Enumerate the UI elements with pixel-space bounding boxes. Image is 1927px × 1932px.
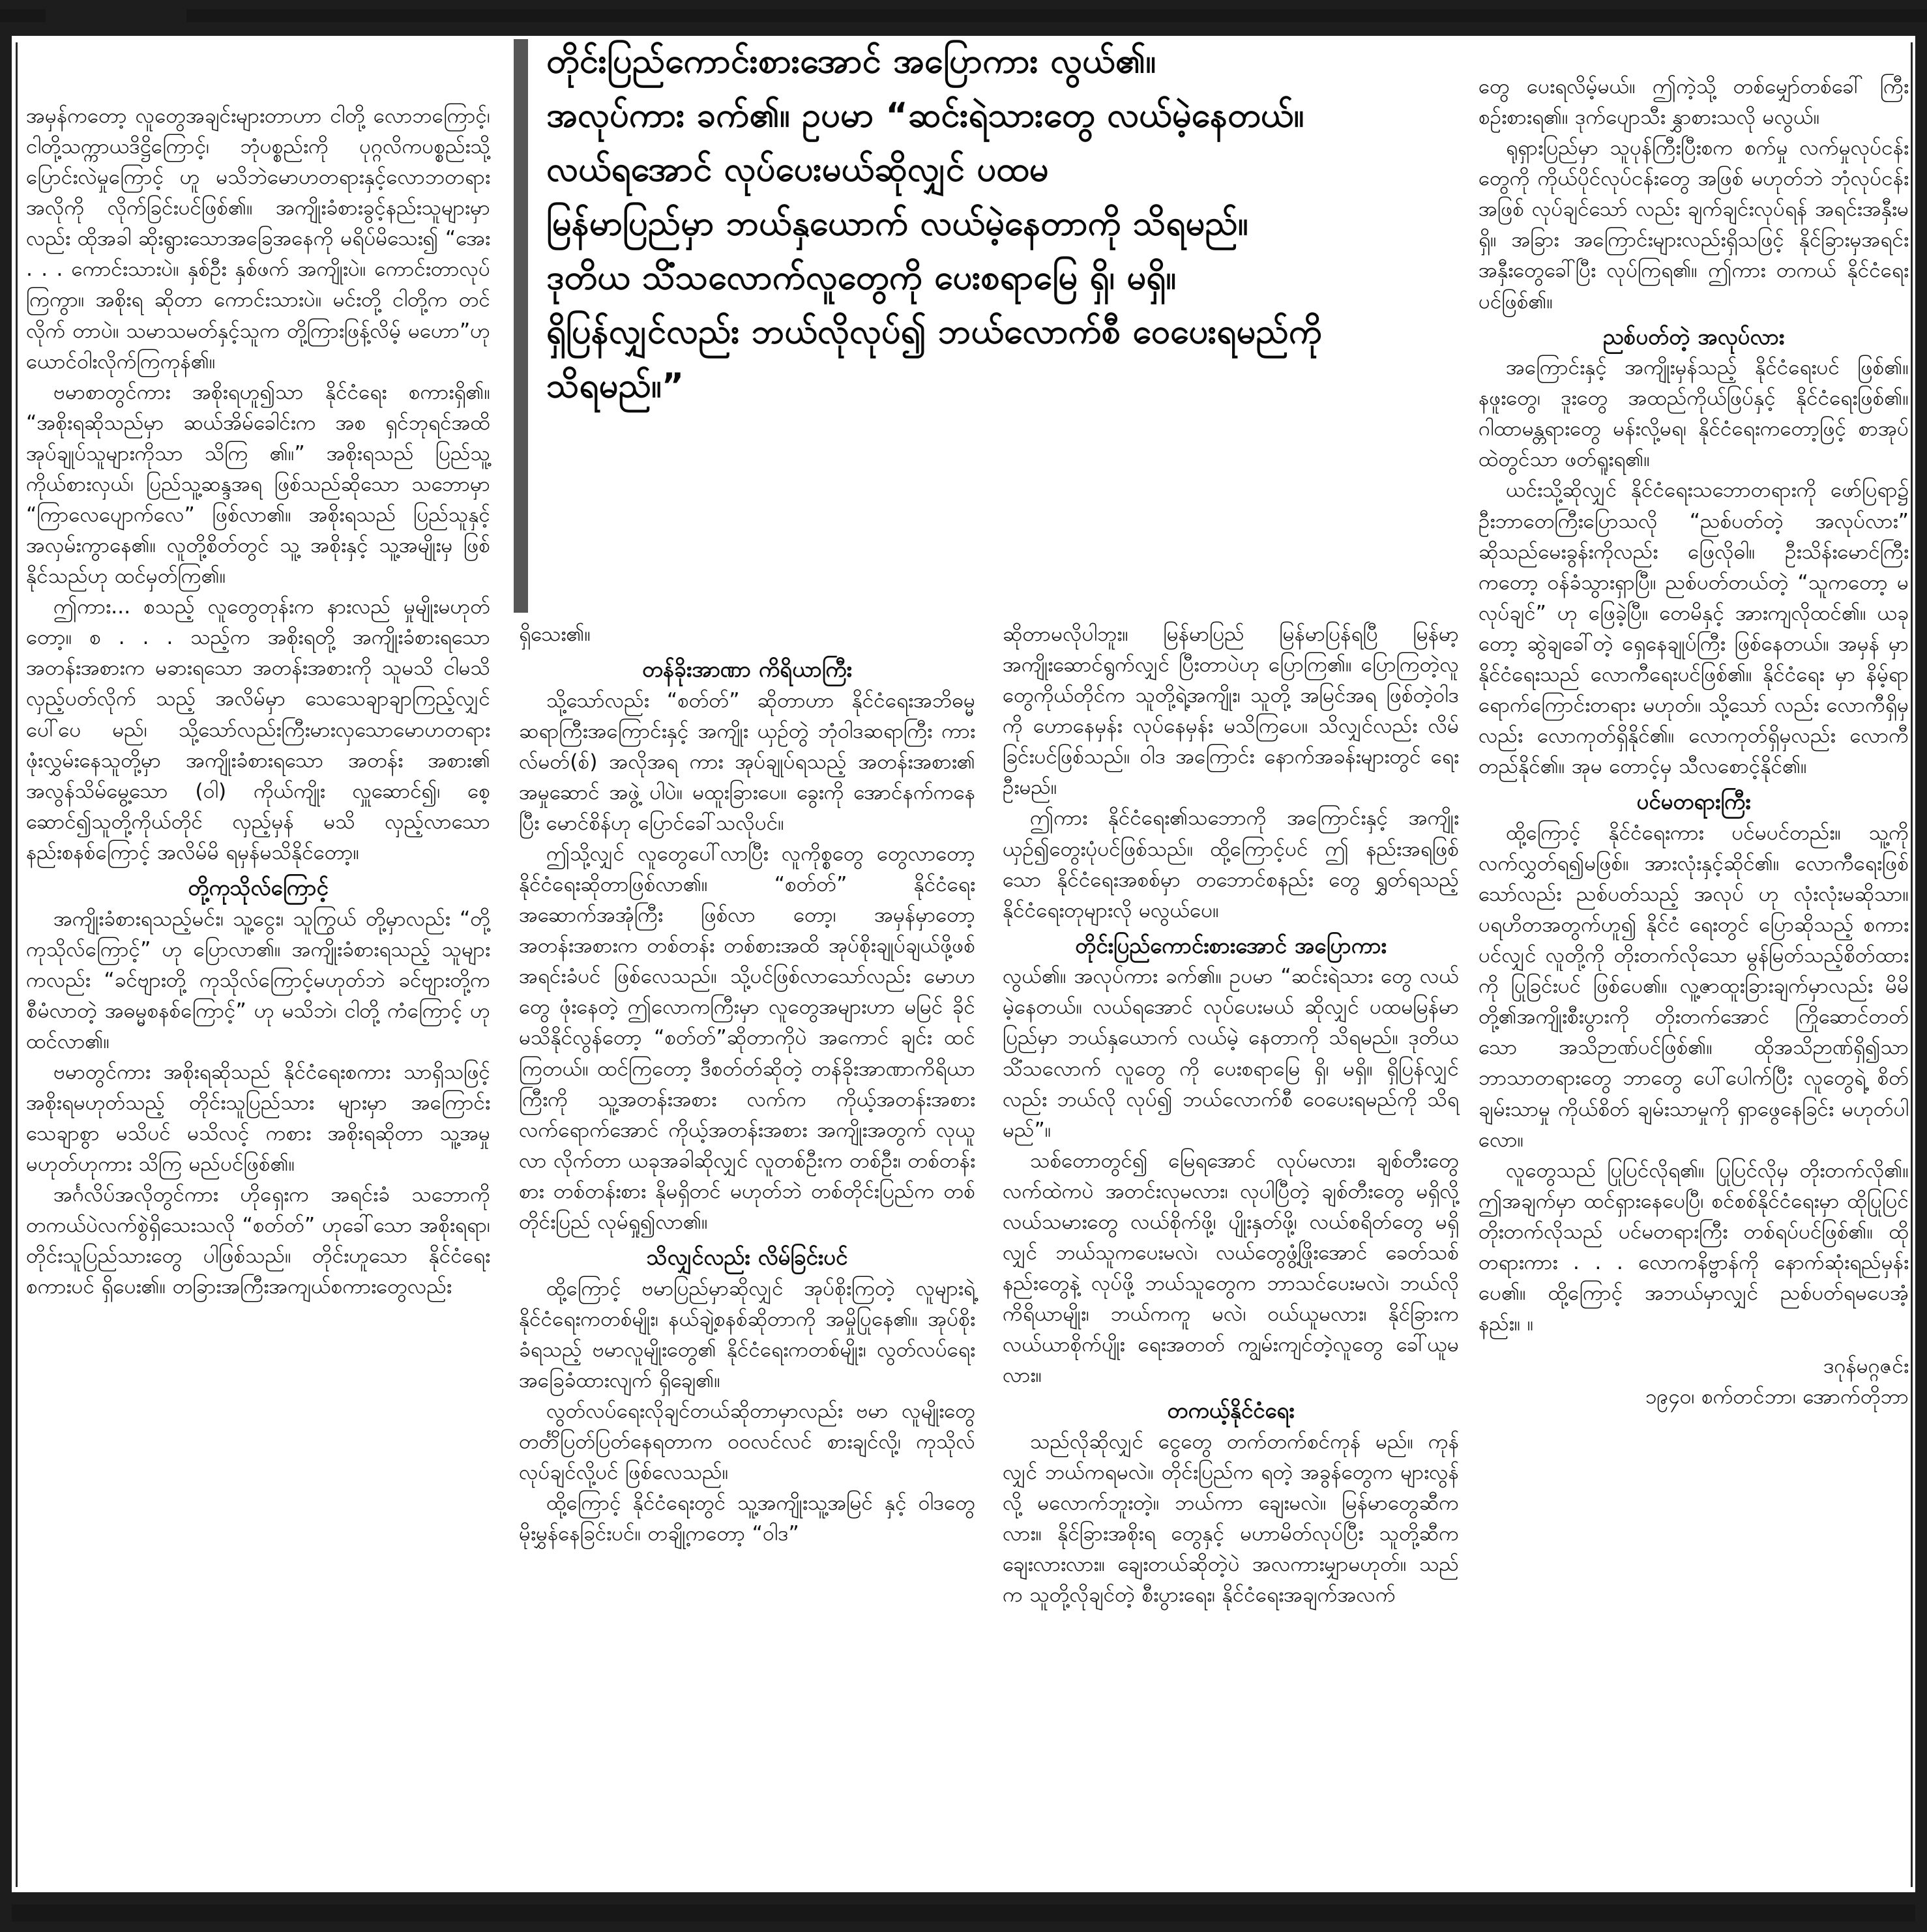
body-paragraph: အကျိုးခံစားရသည့်မင်း၊ သူ့ငွေး၊ သူကြွယ် တို့မှာလည်း “တို့ကုသိုလ်ကြောင့်” ဟု ပြောလာ၏။ အကျိုးခံစားရသည့် သူများကလည်း “ခင်ဗျားတို့ ကုသိုလ်ကြောင့်မဟုတ်ဘဲ ခင်ဗျားတို့က စီမံလာတဲ့ အဓမ္မစနစ်ကြောင့်” ဟု မသိဘဲ၊ ငါတို့ ကံကြောင့် ဟု ထင်လာ၏။ [26,907,490,1053]
body-paragraph: လူတွေသည် ပြုပြင်လိုရ၏။ ပြုပြင်လိုမှ တိုးတက်လို၏။ ဤအချက်မှာ ထင်ရှားနေပေပြီ၊ စင်စစ်နိုင်ငံရေးမှာ ထိုပြုပြင်တိုးတက်လိုသည် ပင်မတရားကြီး တစ်ရပ်ပင်ဖြစ်၏။ ထိုတရားကား . . . လောကနိဗ္ဗာန်ကို နောက်ဆုံးရည်မှန်းပေ၏။ ထို့ကြောင့် အဘယ်မှာလျှင် ညစ်ပတ်ရမပေအံ့ နည်း။ ။ [1478,1158,1909,1336]
body-paragraph: သည်လိုဆိုလျှင် ငွေတွေ တက်တက်စင်ကုန် မည်။ ကုန်လျှင် ဘယ်ကရမလဲ။ တိုင်းပြည်က ရတဲ့ အခွန်တွေက များလွန်လို့ မလောက်ဘူးတဲ့။ ဘယ်ကာ ချေးမလဲ။ မြန်မာတွေဆီကလား။ နိုင်ခြားအစိုးရ တွေနှင့် မဟာမိတ်လုပ်ပြီး သူတို့ဆီက ချေးလားလား။ ချေးတယ်ဆိုတဲ့ပဲ အလကားမျှာမဟုတ်။ သည်က သူတို့လိုချင်တဲ့ စီးပွားရေး၊ နိုင်ငံရေးအချက်အလက် [1003,1429,1459,1607]
body-paragraph: ဗမာတွင်ကား အစိုးရဆိုသည် နိုင်ငံရေးစကား သာရှိသဖြင့် အစိုးရမဟုတ်သည့် တိုင်းသူပြည်သား များမှာ အကြောင်းသေချာစွာ မသိပင် မသိလင့် ကစား အစိုးရဆိုတာ သူ့အမှုမဟုတ်ဟုကား သိကြ မည်ပင်ဖြစ်၏။ [26,1060,490,1177]
text-column-2 [519,619,975,1887]
body-paragraph: ထို့ကြောင့် နိုင်ငံရေးကား ပင်မပင်တည်း။ သူ့ကို လက်လွှတ်ရ၍မဖြစ်။ အားလုံးနှင့်ဆိုင်၏။ လောကီရေးဖြစ်သော်လည်း ညစ်ပတ်သည့် အလုပ် ဟု လုံးလုံးမဆိုသာ။ ပရဟိတအတွက်ဟူ၍ နိုင်ငံ ရေးတွင် ပြောဆိုသည့် စကားပင်လျှင် လူတို့ကို တိုးတက်လိုသော မွန်မြတ်သည့်စိတ်ထားကို ပြုခြင်းပင် ဖြစ်ပေ၏။ လူ့ဇာထူးခြားချက်မှာလည်း မိမိတို့၏အကျိုးစီးပွားကို တိုးတက်အောင် ကြိုဆောင်တတ်သော အသိဉာဏ်ပင်ဖြစ်၏။ ထိုအသိဉာဏ်ရှိ၍သာ ဘာသာတရားတွေ ဘာတွေ ပေါ်ပေါက်ပြီး လူတွေရဲ့ စိတ်ချမ်းသာမှု ကိုယ်စိတ် ချမ်းသာမှုကို ရှာဖွေနေခြင်း မဟုတ်ပါလော။ [1478,821,1909,1152]
pull-quote-line: ဒုတိယ သိံသလောက်လူတွေကို ပေးစရာမြေ ရှိ၊ မရှိ။ [546,258,1177,298]
signature-author: ဒဂုန်မဂ္ဂဇင်း [1823,1354,1909,1379]
body-paragraph: သို့သော်လည်း “စတ်တ်” ဆိုတာဟာ နိုင်ငံရေးအဘိဓမ္မဆရာကြီးအကြောင်းနှင့် အကျိုး ယှဉ်တွဲ ဘုံဝါဒဆရာကြီး ကားလ်မတ်(စ်) အလိုအရ ကား အုပ်ချုပ်ရသည့် အတန်းအစား၏ အမှုဆောင် အဖွဲ့ ပါပဲ။ မထူးခြားပေ။ ခွေးကို အောင်နက်ကနေပြီး မောင်စိန်ဟု ပြောင်ခေါ်သလိုပင်။ [519,688,975,835]
body-paragraph: သစ်တောတွင်၍ မြေရအောင် လုပ်မလား၊ ချစ်တီးတွေ လက်ထဲကပဲ အတင်းလုမလား၊ လုပါပြီတဲ့ ချစ်တီးတွေ မရှိလို့ လယ်သမားတွေ လယ်စိုက်ဖို့၊ ပျိုးနှတ်ဖို့၊ လယ်စရိတ်တွေ မရှိလျှင် ဘယ်သူကပေးမလဲ၊ လယ်တွေဖွံ့ဖြိုးအောင် ခေတ်သစ်နည်းတွေနဲ့ လုပ်ဖို့ ဘယ်သူတွေက ဘာသင်ပေးမလဲ၊ ဘယ်လိုကိရိယာမျိုး၊ ဘယ်ကကူ မလဲ၊ ဝယ်ယူမလား၊ နိုင်ခြားက လယ်ယာစိုက်ပျိုး ရေးအတတ် ကျွမ်းကျင်တဲ့လူတွေ ခေါ်ယူမလား။ [1003,1149,1459,1388]
section-heading: တိုင်းပြည်ကောင်းစားအောင် အပြောကား [1075,932,1387,958]
signature-block [1478,1351,1909,1413]
body-paragraph: လွတ်လပ်ရေးလိုချင်တယ်ဆိုတာမှာလည်း ဗမာ လူမျိုးတွေ တင်္တိပြတ်ပြတ်နေရတာက ဝဝလင်လင် စားချင်လို့၊ ကုသိုလ်လုပ်ချင်လို့ပင် ဖြစ်လေသည်။ [519,1399,975,1485]
pull-quote-line: ရှိပြန်လျှင်လည်း ဘယ်လိုလုပ်၍ ဘယ်လောက်စီ ဝေပေးရမည်ကို [546,312,1322,352]
section-heading: ပင်မတရားကြီး [1636,789,1751,815]
body-paragraph: ဤသို့လျှင် လူတွေပေါ်လာပြီး လူကိုစ္စတွေ တွေလာတော့ နိုင်ငံရေးဆိုတာဖြစ်လာ၏။ “စတ်တ်” နိုင်ငံရေး အဆောက်အအုံကြီး ဖြစ်လာ တော့၊ အမှန်မှာတော့ အတန်းအစားက တစ်တန်း တစ်စားအထိ အုပ်စိုးချုပ်ချယ်ဖို့ဖစ် အရင်းခံပင် ဖြစ်လေသည်။ သို့ပင်ဖြစ်လာသော်လည်း မောဟတွေ ဖုံးနေတဲ့ ဤလောကကြီးမှာ လူတွေအများဟာ မမြင် ခိုင် မသိနိုင်လွန်တော့ “စတ်တ်”ဆိုတာကိုပဲ အကောင် ချင်း ထင်ကြတယ်။ ထင်ကြတော့ ဒီစတ်တ်ဆိုတဲ့ တန်ခိုးအာဏာကိရိယာကြီးကို သူ့အတန်းအစား လက်က ကိုယ့်အတန်းအစားလက်ရောက်အောင် ကိုယ့်အတန်းအစား အကျိုးအတွက် လုယူလာ လိုက်တာ ယခုအခါဆိုလျှင် လူတစ်ဦးက တစ်ဦး၊ တစ်တန်းစား တစ်တန်းစား နိုမရှိတင် မဟုတ်ဘဲ တစ်တိုင်းပြည်က တစ်တိုင်းပြည် လုမ်ရှု၍လာ၏။ [519,842,975,1234]
body-paragraph: ယင်းသို့ဆိုလျှင် နိုင်ငံရေးသဘောတရားကို ဖော်ပြရာ၌ ဦးဘာတေကြီးပြောသလို “ညစ်ပတ်တဲ့ အလုပ်လား” ဆိုသည်မေးခွန်းကိုလည်း ဖြေလိုဓါ။ ဦးသိန်းမောင်ကြီးကတော့ ဝန်ခံသွားရှာပြီ။ ညစ်ပတ်တယ်တဲ့ “သူကတော့ မလုပ်ချင်” ဟု ဖြေခဲ့ပြီ။ တေမိနှင့် အားကျလိုထင်၏။ ယခုတော့ ဆွဲချခေါ်တဲ့ ရှေနေချုပ်ကြီး ဖြစ်နေတယ်။ အမှန် မှာ နိုင်ငံရေးသည် လောကီရေးပင်ဖြစ်၏။ နိုင်ငံရေး မှာ နိမ့်ရာရောက်ကြောင်းတရား မဟုတ်။ သို့သော် လည်း လောကီရှိမှလည်း လောကုတ်ရှိနိုင်၏။ လောကုတ်ရှိမှလည်း လောကီတည်နိုင်၏။ အုမ တောင့်မှ သီလစောင့်နိုင်၏။ [1478,478,1909,779]
body-paragraph: အမှန်ကတော့ လူတွေအချင်းများတာဟာ ငါတို့ လောဘကြောင့်၊ ငါတို့သက္ကာယဒိဋ္ဌိကြောင့်၊ ဘုံပစ္စည်းကို ပုဂ္ဂလိကပစ္စည်းသို့ ပြောင်းလဲမှုကြောင့် ဟူ မသိဘဲမောဟတရားနှင့်လောဘတရားအလိုကို လိုက်ခြင်းပင်ဖြစ်၏။ အကျိုးခံစားခွင့်နည်းသူများမှာလည်း ထိုအခါ ဆိုးရွားသောအခြေအနေကို မရိပ်မိသေး၍ “အေး . . . ကောင်းသားပဲ။ နှစ်ဦး နှစ်ဖက် အကျိုးပဲ။ ကောင်းတာလုပ်ကြကွာ။ အစိုးရ ဆိုတာ ကောင်းသားပဲ။ မင်းတို့ ငါတို့က တင်လိုက် တာပဲ။ သမာသမတ်နှင့်သူက တို့ကြားဖြန့်လိမ့် မဟော”ဟု ယောင်ဝါးလိုက်ကြကုန်၏။ [26,104,490,373]
body-paragraph: ဆိုတာမလိုပါဘူး။ မြန်မာပြည် မြန်မာပြန်ရပြီ မြန်မာ့ အကျိုးဆောင်ရွက်လျှင် ပြီးတာပဲဟု ပြောကြ၏။ ပြောကြတဲ့လူတွေကိုယ်တိုင်က သူတို့ရဲ့အကျိုး၊ သူတို့ အမြင်အရ ဖြစ်တဲ့ဝါဒကို ဟောနေမှန်း လုပ်နေမှန်း မသိကြပေ။ သိလျှင်လည်း လိမ်ခြင်းပင်ဖြစ်သည်။ ဝါဒ အကြောင်း နောက်အခန်းများတွင် ရေးဦးမည်။ [1003,622,1459,800]
bottom-banner [12,1905,1915,1922]
signature-date: ၁၉၄၀၊ စက်တင်ဘာ၊ အောက်တိုဘာ [1645,1385,1909,1409]
top-banner-right [186,9,1927,22]
body-paragraph: ထို့ကြောင့် နိုင်ငံရေးတွင် သူ့အကျိုးသူ့အမြင် နှင့် ဝါဒတွေ မိုးမွှန်နေခြင်းပင်။ တချို့ကတော့ “ဝါဒ” [519,1491,975,1546]
body-paragraph: တွေ ပေးရလိမ့်မယ်။ ဤကဲ့သို့ တစ်မျှော်တစ်ခေါ် ကြီး စဉ်းစားရ၏။ ဒုက်ပျောသီး နွှာစားသလို မလွယ်။ [1478,75,1909,130]
body-paragraph: အကြောင်းနှင့် အကျိုးမှန်သည့် နိုင်ငံရေးပင် ဖြစ်၏။ နဖူးတွေ၊ ဒူးတွေ အထည်ကိုယ်ဖြပ်နှင့် နိုင်ငံရေးဖြစ်၏။ ဂါထာမန္တရားတွေ မန်းလို့မရ၊ နိုင်ငံရေးကတော့ဖြင့် စာအုပ်ထဲတွင်သာ ဖတ်ရူးရ၏။ [1478,356,1909,472]
text-column-1 [26,101,490,1887]
right-margin-rule [1911,42,1913,1887]
body-paragraph: ရုရှားပြည်မှာ သူပုန်ကြီးပြီးစက စက်မှု လက်မှုလုပ်ငန်းတွေကို ကိုယ်ပိုင်လုပ်ငန်းတွေ အဖြစ် မဟုတ်ဘဲ ဘုံလုပ်ငန်းအဖြစ် လုပ်ချင်သော် လည်း ချက်ချင်းလုပ်ရန် အရင်းအနှီးမရှိ။ အခြား အကြောင်းများလည်းရှိသဖြင့် နိုင်ခြားမှအရင်း အနှီးတွေခေါ်ပြီး လုပ်ကြရ၏။ ဤကား တကယ် နိုင်ငံရေးပင်ဖြစ်၏။ [1478,136,1909,314]
section-heading: ညစ်ပတ်တဲ့ အလုပ်လား [1602,323,1785,349]
pull-quote [514,36,1423,622]
pull-quote-line: သိရမည်။” [546,366,684,406]
pull-quote-bar [514,39,528,613]
body-paragraph: ထို့ကြောင့် ဗမာပြည်မှာဆိုလျှင် အုပ်စိုးကြတဲ့ လူများရဲ့ နိုင်ငံရေးကတစ်မျိုး၊ နယ်ချဲ့စနစ်ဆိုတာကို အမှိုပြုနေ၏။ အုပ်စိုးခံရသည့် ဗမာလူမျိုးတွေ၏ နိုင်ငံရေးကတစ်မျိုး၊ လွတ်လပ်ရေး အခြေခံထားလျက် ရှိချေ၏။ [519,1276,975,1392]
pull-quote-line: အလုပ်ကား ခက်၏။ ဥပမာ “ဆင်းရဲသားတွေ လယ်မဲ့နေတယ်။ [546,96,1304,136]
text-column-3 [1003,619,1459,1887]
left-margin-rule [16,42,18,1887]
body-paragraph: လွယ်၏။ အလုပ်ကား ခက်၏။ ဥပမာ “ဆင်းရဲသား တွေ လယ်မဲ့နေတယ်။ လယ်ရအောင် လုပ်ပေးမယ် ဆိုလျှင် ပထမမြန်မာပြည်မှာ ဘယ်နှယောက် လယ်မဲ့ နေတာကို သိရမည်။ ဒုတိယ သိံသလောက် လူတွေ ကို ပေးစရာမြေ ရှိ၊ မရှိ။ ရှိပြန်လျှင်လည်း ဘယ်လို လုပ်၍ ဘယ်လောက်စီ ဝေပေးရမည်ကို သိရမည်”။ [1003,965,1459,1142]
pull-quote-line: တိုင်းပြည်ကောင်းစားအောင် အပြောကား လွယ်၏။ [546,42,1156,81]
section-heading: တကယ့်နိုင်ငံရေး [1167,1398,1295,1424]
pull-quote-line: လယ်ရအောင် လုပ်ပေးမယ်ဆိုလျှင် ပထမ [546,150,1049,190]
pull-quote-line: မြန်မာပြည်မှာ ဘယ်နှယောက် လယ်မဲ့နေတာကို သိရမည်။ [546,204,1248,244]
body-paragraph: ဗမာစာတွင်ကား အစိုးရဟူ၍သာ နိုင်ငံရေး စကားရှိ၏။ “အစိုးရဆိုသည်မှာ ဆယ်အိမ်ခေါင်းက အစ ရှင်ဘုရင်အထိ အုပ်ချုပ်သူများကိုသာ သိကြ ၏။” အစိုးရသည် ပြည်သူ့ကိုယ်စားလှယ်၊ ပြည်သူ့ဆန္ဒအရ ဖြစ်သည်ဆိုသော သဘောမှာ “ကြာလေပျောက်လေ” ဖြစ်လာ၏။ အစိုးရသည် ပြည်သူနှင့် အလှမ်းကွာနေ၏။ လူတို့စိတ်တွင် သူ့ အစိုးနှင့် သူ့အမျိုးမှ ဖြစ်နိုင်သည်ဟု ထင်မှတ်ကြ၏။ [26,380,490,589]
body-paragraph: ဤကား... စသည့် လူတွေတုန်းက နားလည် မှုမျိုးမဟုတ်တော့။ စ . . . သည့်က အစိုးရတို့ အကျိုးခံစားရသောအတန်းအစားက မခားရသော အတန်းအစားကို သူမသိ ငါမသိ လှည့်ပတ်လိုက် သည့် အလိမ်မှာ သေသေချာချာကြည့်လျှင် ပေါ်ပေ မည်၊ သို့သော်လည်းကြီးမားလှသောမောဟတရား ဖုံးလွှမ်းနေသူတို့မှာ အကျိုးခံစားရသော အတန်း အစား၏ အလွန်သိမ်မွေ့သော (၀ါ) ကိုယ်ကျိုး လှူဆောင်၍၊ စေ့ဆောင်၍သူတို့ကိုယ်တိုင် လှည့်မှန် မသိ လှည့်လာသောနည်းစနစ်ကြောင့် အလိမ်မိ ရမှန်မသိနိုင်တော့။ [26,595,490,864]
pull-quote-text [546,36,1413,415]
section-heading: သိလျှင်လည်း လိမ်ခြင်းပင် [646,1244,848,1270]
top-banner-left [0,9,46,22]
article-page [12,36,1915,1892]
body-paragraph: အင်္ဂလိပ်အလိုတွင်ကား ဟိုရှေးက အရင်းခံ သဘောကို တကယ်ပဲလက်စွဲရှိသေးသလို “စတ်တ်” ဟုခေါ်သော အစိုးရရာ၊ တိုင်းသူပြည်သားတွေ ပါဖြစ်သည်။ တိုင်းဟူသော နိုင်ငံရေးစကားပင် ရှိပေး၏။ တခြားအကြီးအကျယ်စကားတွေလည်း [26,1183,490,1299]
text-column-4 [1478,72,1909,1890]
section-heading: တို့ကုသိုလ်ကြောင့် [188,874,329,900]
section-heading: တန်ခိုးအာဏာ ကိရိယာကြီး [642,656,852,682]
body-paragraph: ဤကား နိုင်ငံရေး၏သဘောကို အကြောင်းနှင့် အကျိုး ယှဉ်၍တွေးပုံပင်ဖြစ်သည်။ ထို့ကြောင့်ပင် ဤ နည်းအရဖြစ်သော နိုင်ငံရေးအစစ်မှာ တဘောင်စနည်း တွေ ရွှတ်ရသည့်နိုင်ငံရေးတုများလို မလွယ်ပေ။ [1003,806,1459,922]
body-paragraph: ရှိသေး၏။ [519,622,591,646]
